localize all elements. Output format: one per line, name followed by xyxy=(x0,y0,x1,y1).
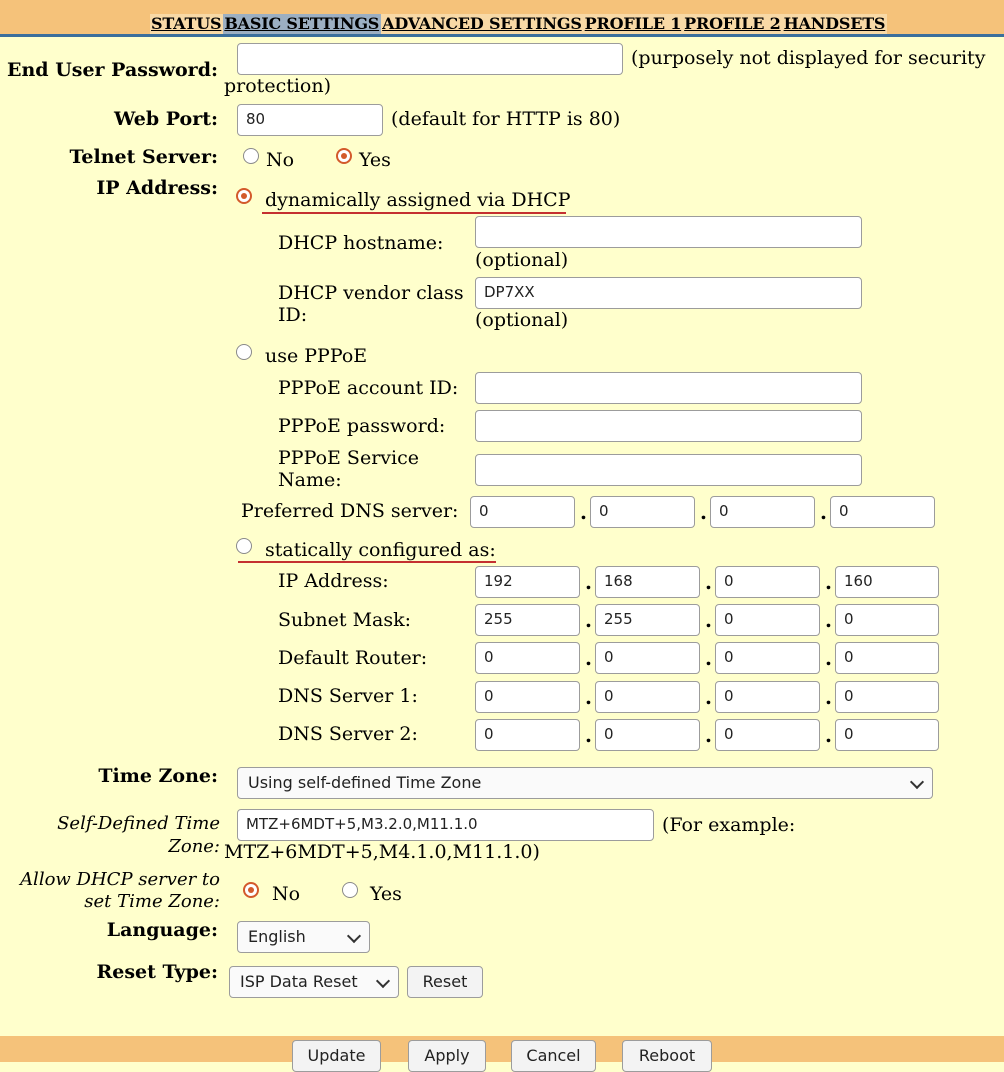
end-user-password-input[interactable] xyxy=(237,43,623,75)
dns-server-2-octet-3[interactable]: 0 xyxy=(715,719,820,751)
reset-type-label: Reset Type: xyxy=(96,961,218,983)
reboot-button[interactable]: Reboot xyxy=(622,1040,712,1072)
allow-dhcp-tz-no-radio[interactable] xyxy=(243,882,259,898)
top-nav-divider xyxy=(0,34,1004,37)
dhcp-vendor-label-2: ID: xyxy=(278,304,308,326)
dns-server-2-octet-4[interactable]: 0 xyxy=(835,719,939,751)
preferred-dns-octet-3[interactable]: 0 xyxy=(710,496,815,528)
pppoe-service-label-2: Name: xyxy=(278,469,342,491)
dns-server-1-octet-1[interactable]: 0 xyxy=(475,681,580,713)
subnet-mask-octet-1[interactable]: 255 xyxy=(475,604,580,636)
dns-server-2-octet-2[interactable]: 0 xyxy=(595,719,700,751)
default-router-octet-2[interactable]: 0 xyxy=(595,642,700,674)
static-ip-label: IP Address: xyxy=(278,570,389,592)
static-ip-octet-3[interactable]: 0 xyxy=(715,566,820,598)
self-defined-tz-label-1: Self-Defined Time xyxy=(57,813,220,834)
self-defined-tz-note-cont: MTZ+6MDT+5,M4.1.0,M11.1.0) xyxy=(224,841,540,863)
dhcp-option-label: dynamically assigned via DHCP xyxy=(265,189,571,211)
static-underline xyxy=(238,561,496,563)
pppoe-account-label: PPPoE account ID: xyxy=(278,377,459,399)
tab-profile-1[interactable]: PROFILE 1 xyxy=(584,14,682,33)
telnet-yes-radio[interactable] xyxy=(336,148,352,164)
language-select[interactable] xyxy=(237,921,370,953)
dot-separator: . xyxy=(705,570,712,594)
web-port-note: (default for HTTP is 80) xyxy=(391,108,621,130)
time-zone-select[interactable] xyxy=(237,767,933,799)
preferred-dns-octet-4[interactable]: 0 xyxy=(830,496,935,528)
dot-separator: . xyxy=(700,500,707,524)
default-router-label: Default Router: xyxy=(278,647,428,669)
pppoe-password-input[interactable] xyxy=(475,410,862,442)
allow-dhcp-tz-yes-label: Yes xyxy=(370,883,402,905)
dhcp-vendor-note: (optional) xyxy=(475,309,569,331)
reset-type-select[interactable] xyxy=(229,966,399,998)
tab-advanced-settings[interactable]: ADVANCED SETTINGS xyxy=(382,14,582,33)
static-ip-octet-1[interactable]: 192 xyxy=(475,566,580,598)
dot-separator: . xyxy=(585,570,592,594)
dot-separator: . xyxy=(825,723,832,747)
static-ip-octet-4[interactable]: 160 xyxy=(835,566,939,598)
dot-separator: . xyxy=(585,685,592,709)
language-label: Language: xyxy=(106,919,218,941)
chevron-down-icon xyxy=(376,974,390,988)
dot-separator: . xyxy=(580,500,587,524)
dot-separator: . xyxy=(825,685,832,709)
self-defined-tz-note: (For example: xyxy=(662,814,796,836)
dot-separator: . xyxy=(585,646,592,670)
subnet-mask-octet-2[interactable]: 255 xyxy=(595,604,700,636)
tab-handsets[interactable]: HANDSETS xyxy=(783,14,886,33)
subnet-mask-label: Subnet Mask: xyxy=(278,609,412,631)
web-port-input[interactable]: 80 xyxy=(237,104,383,136)
tab-basic-settings[interactable]: BASIC SETTINGS xyxy=(224,14,380,33)
tab-profile-2[interactable]: PROFILE 2 xyxy=(684,14,781,33)
static-option-label: statically configured as: xyxy=(265,539,496,561)
preferred-dns-octet-2[interactable]: 0 xyxy=(590,496,695,528)
dhcp-vendor-class-input[interactable]: DP7XX xyxy=(475,277,862,309)
update-button[interactable]: Update xyxy=(292,1040,381,1072)
language-selected: English xyxy=(248,927,306,946)
allow-dhcp-tz-yes-radio[interactable] xyxy=(342,882,358,898)
pppoe-radio[interactable] xyxy=(236,344,252,360)
reset-button[interactable]: Reset xyxy=(407,966,483,998)
pppoe-service-label-1: PPPoE Service xyxy=(278,447,419,469)
dot-separator: . xyxy=(705,646,712,670)
nav-tabs xyxy=(150,14,887,34)
pppoe-account-input[interactable] xyxy=(475,372,862,404)
dns-server-1-octet-4[interactable]: 0 xyxy=(835,681,939,713)
dns-server-1-octet-3[interactable]: 0 xyxy=(715,681,820,713)
dns-server-2-octet-1[interactable]: 0 xyxy=(475,719,580,751)
dhcp-underline xyxy=(262,212,566,214)
bottom-bar xyxy=(0,1036,1004,1062)
dot-separator: . xyxy=(820,500,827,524)
telnet-no-label: No xyxy=(266,149,295,171)
dhcp-hostname-label: DHCP hostname: xyxy=(278,232,444,254)
preferred-dns-octet-1[interactable]: 0 xyxy=(470,496,575,528)
dot-separator: . xyxy=(585,608,592,632)
self-defined-tz-label-2: Zone: xyxy=(168,836,220,857)
end-user-password-label: End User Password: xyxy=(7,59,218,81)
static-ip-octet-2[interactable]: 168 xyxy=(595,566,700,598)
default-router-octet-4[interactable]: 0 xyxy=(835,642,939,674)
tab-status[interactable]: STATUS xyxy=(151,14,222,33)
allow-dhcp-tz-label-2: set Time Zone: xyxy=(84,891,220,912)
cancel-button[interactable]: Cancel xyxy=(511,1040,596,1072)
dns-server-1-octet-2[interactable]: 0 xyxy=(595,681,700,713)
apply-button[interactable]: Apply xyxy=(408,1040,486,1072)
pppoe-password-label: PPPoE password: xyxy=(278,415,446,437)
end-user-password-note-cont: protection) xyxy=(224,75,332,97)
dhcp-vendor-label-1: DHCP vendor class xyxy=(278,282,464,304)
time-zone-label: Time Zone: xyxy=(98,765,218,787)
reset-type-selected: ISP Data Reset xyxy=(240,972,358,991)
default-router-octet-1[interactable]: 0 xyxy=(475,642,580,674)
telnet-yes-label: Yes xyxy=(359,149,391,171)
dot-separator: . xyxy=(825,608,832,632)
chevron-down-icon xyxy=(910,775,924,789)
pppoe-option-label: use PPPoE xyxy=(265,345,368,367)
dhcp-hostname-note: (optional) xyxy=(475,249,569,271)
allow-dhcp-tz-label-1: Allow DHCP server to xyxy=(20,869,220,890)
pppoe-service-input[interactable] xyxy=(475,454,862,486)
dot-separator: . xyxy=(705,608,712,632)
chevron-down-icon xyxy=(347,929,361,943)
dns-server-1-label: DNS Server 1: xyxy=(278,685,418,707)
dot-separator: . xyxy=(825,646,832,670)
static-radio[interactable] xyxy=(236,538,252,554)
self-defined-tz-input[interactable]: MTZ+6MDT+5,M3.2.0,M11.1.0 xyxy=(237,809,654,841)
default-router-octet-3[interactable]: 0 xyxy=(715,642,820,674)
time-zone-selected: Using self-defined Time Zone xyxy=(248,773,482,792)
telnet-server-label: Telnet Server: xyxy=(69,146,218,168)
dot-separator: . xyxy=(825,570,832,594)
subnet-mask-octet-3[interactable]: 0 xyxy=(715,604,820,636)
dhcp-radio[interactable] xyxy=(236,188,252,204)
ip-address-label: IP Address: xyxy=(96,177,218,199)
web-port-label: Web Port: xyxy=(113,108,218,130)
dot-separator: . xyxy=(705,685,712,709)
dot-separator: . xyxy=(705,723,712,747)
telnet-no-radio[interactable] xyxy=(243,148,259,164)
end-user-password-note: (purposely not displayed for security xyxy=(631,47,986,69)
subnet-mask-octet-4[interactable]: 0 xyxy=(835,604,939,636)
dhcp-hostname-input[interactable] xyxy=(475,216,862,248)
allow-dhcp-tz-no-label: No xyxy=(272,883,301,905)
preferred-dns-label: Preferred DNS server: xyxy=(241,500,459,522)
dot-separator: . xyxy=(585,723,592,747)
dns-server-2-label: DNS Server 2: xyxy=(278,723,418,745)
